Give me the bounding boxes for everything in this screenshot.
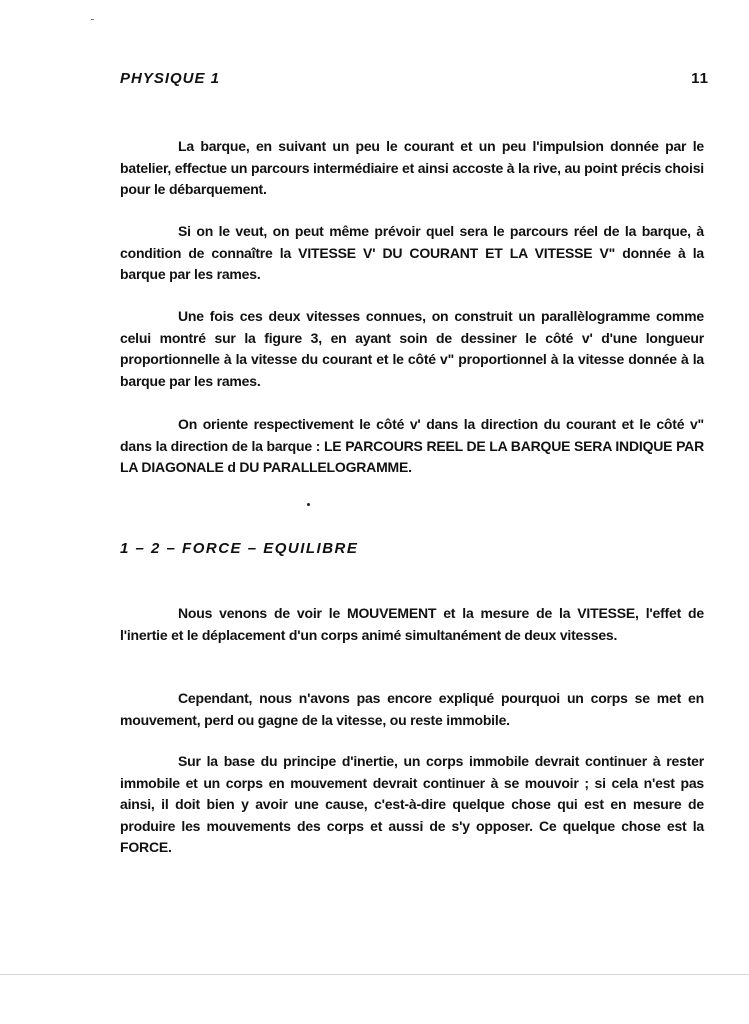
- paragraph-prevoir-parcours: Si on le veut, on peut même prévoir quel sera le parcours réel de la barque, à condition de connaître la VITESSE V' DU COURANT ET LA VITESSE V" donnée à la barque par les rames.: [120, 223, 704, 282]
- scan-speck: [91, 19, 94, 20]
- paragraph-principe-inertie: Sur la base du principe d'inertie, un corps immobile devrait continuer à rester immobile et un corps en mouvement devrait continuer à se mouvoir ; si cela n'est pas ainsi, il doit bien y avoir une cause, c'est-à-dire quelque chose qui est en mesure de produire les mouvements des corps et aussi de s'y opposer. Ce quelque chose est la FORCE.: [120, 753, 704, 855]
- paragraph-mouvement-vitesse: Nous venons de voir le MOUVEMENT et la mesure de la VITESSE, l'effet de l'inertie et le déplacement d'un corps animé simultanément de deux vitesses.: [120, 605, 704, 643]
- scan-line: [0, 974, 749, 975]
- running-title: PHYSIQUE 1: [120, 70, 221, 87]
- paragraph-barque-parcours: La barque, en suivant un peu le courant et un peu l'impulsion donnée par le batelier, effectue un parcours intermédiaire et ainsi accoste à la rive, au point précis choisi pour le débarquement.: [120, 138, 704, 197]
- stray-dot: [307, 503, 310, 506]
- paragraph-cependant: Cependant, nous n'avons pas encore expliqué pourquoi un corps se met en mouvement, perd ou gagne de la vitesse, ou reste immobile.: [120, 690, 704, 728]
- paragraph-parallelogramme: Une fois ces deux vitesses connues, on construit un parallèlogramme comme celui montré sur la figure 3, en ayant soin de dessiner le côté v' d'une longueur proportionnelle à la vitesse du courant et le côté v" proportionnel à la vitesse donnée à la barque par les rames.: [120, 308, 704, 389]
- section-title: 1 – 2 – FORCE – EQUILIBRE: [120, 540, 359, 557]
- page-header: [120, 70, 709, 92]
- page-number: 11: [691, 70, 709, 87]
- paragraph-orientation: On oriente respectivement le côté v' dans la direction du courant et le côté v" dans la direction de la barque : LE PARCOURS REEL DE LA BARQUE SERA INDIQUE PAR LA DIAGONALE d DU PARALLELOGRAMME.: [120, 416, 704, 475]
